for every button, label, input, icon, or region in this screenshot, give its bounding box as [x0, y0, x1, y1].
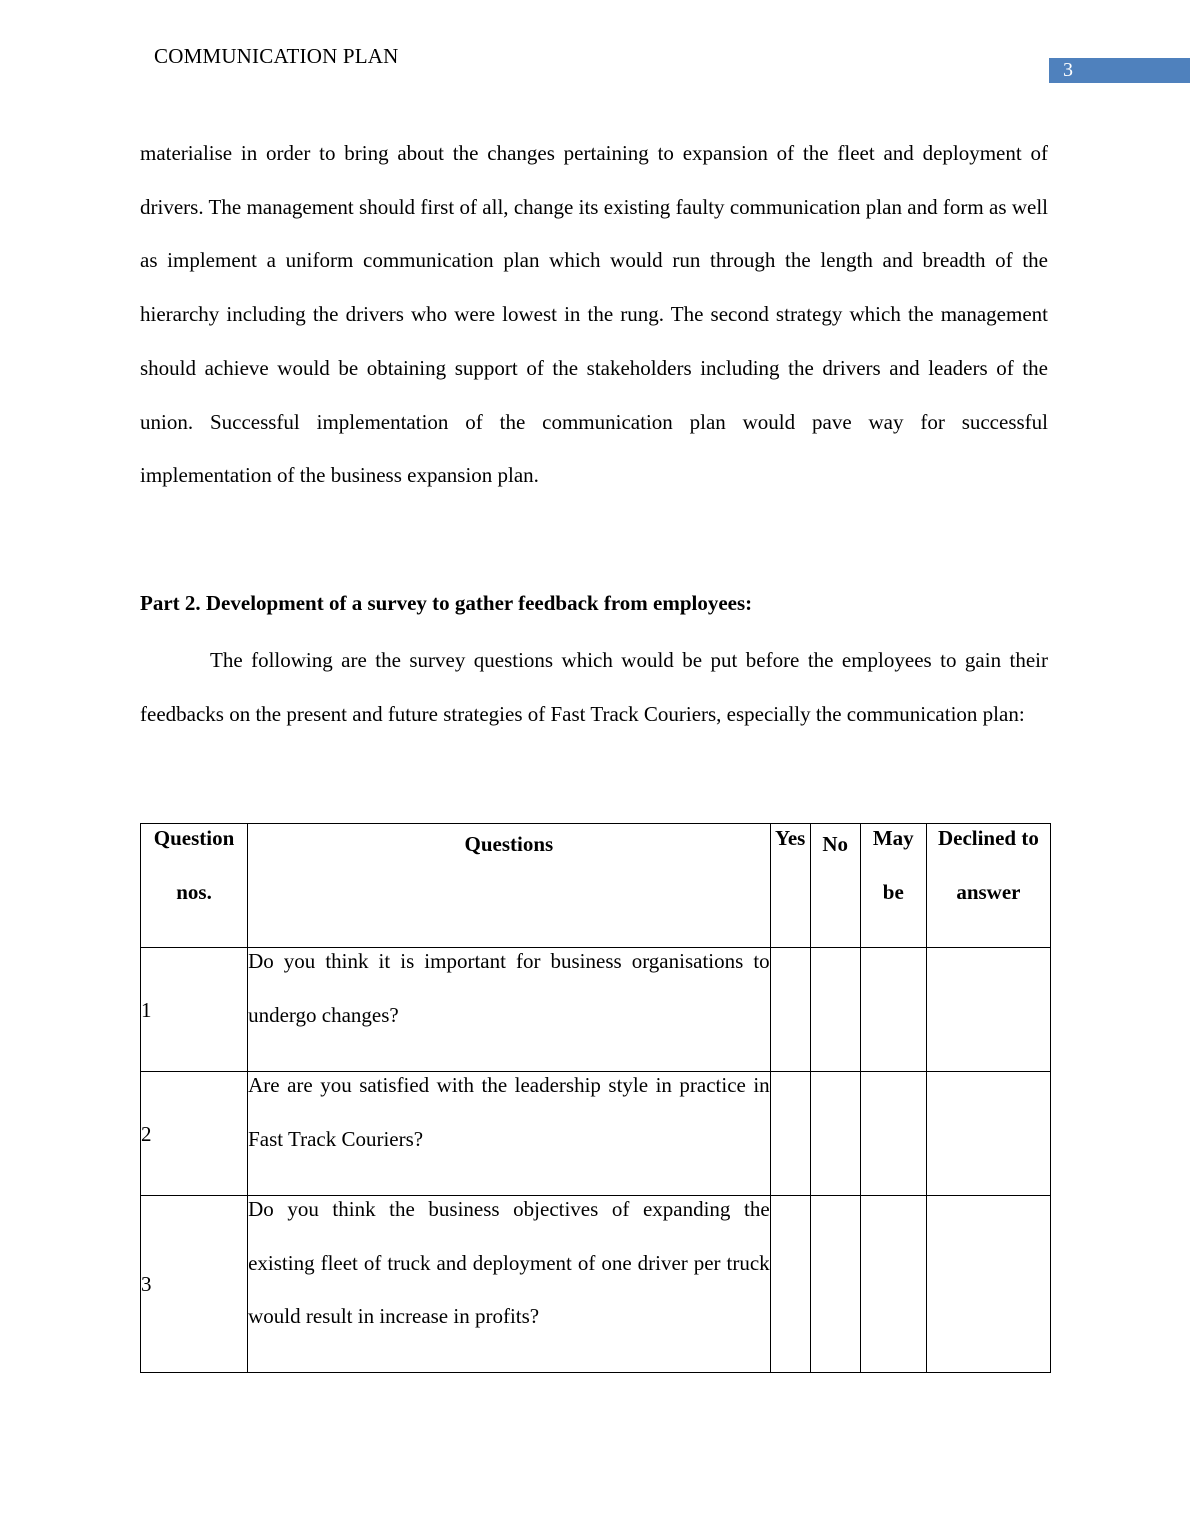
question-number-cell: 2 [141, 1072, 248, 1196]
answer-yes-cell[interactable] [770, 1196, 810, 1373]
answer-yes-cell[interactable] [770, 1072, 810, 1196]
header-yes: Yes [770, 824, 810, 948]
question-text-cell: Are are you satisfied with the leadership style in practice in Fast Track Couriers? [248, 1072, 771, 1196]
answer-maybe-cell[interactable] [860, 1072, 926, 1196]
header-questions: Questions [248, 824, 771, 948]
body-paragraph-1: materialise in order to bring about the changes pertaining to expansion of the fleet and deployment of drivers. The management should first of all, change its existing faulty communication plan and form as well as implement a uniform communication plan which would run through the length and breadth of the hierarchy including the drivers who were lowest in the rung. The second strategy which the management should achieve would be obtaining support of the stakeholders including the drivers and leaders of the union. Successful implementation of the communication plan would pave way for successful implementation of the business expansion plan. [140, 141, 1048, 488]
answer-no-cell[interactable] [810, 1072, 860, 1196]
answer-maybe-cell[interactable] [860, 1196, 926, 1373]
body-paragraph-2: The following are the survey questions which would be put before the employees to gain their feedbacks on the present and future strategies of Fast Track Couriers, especially the communication plan: [140, 648, 1048, 726]
header-maybe: May be [860, 824, 926, 948]
header-no: No [810, 824, 860, 948]
page-number-bar [1049, 58, 1190, 83]
answer-declined-cell[interactable] [926, 948, 1050, 1072]
running-header-title: COMMUNICATION PLAN [154, 44, 399, 68]
answer-no-cell[interactable] [810, 1196, 860, 1373]
question-text-cell: Do you think it is important for business organisations to undergo changes? [248, 948, 771, 1072]
table-row [141, 1072, 1051, 1196]
section-heading: Part 2. Development of a survey to gather feedback from employees: [140, 591, 753, 615]
table-row [141, 1196, 1051, 1373]
question-text-cell: Do you think the business objectives of expanding the existing fleet of truck and deployment of one driver per truck would result in increase in profits? [248, 1196, 771, 1373]
page-number: 3 [1063, 59, 1073, 81]
header-question-number: Question nos. [141, 824, 248, 948]
question-number-cell: 3 [141, 1196, 248, 1373]
answer-maybe-cell[interactable] [860, 948, 926, 1072]
table-row [141, 948, 1051, 1072]
answer-declined-cell[interactable] [926, 1196, 1050, 1373]
header-declined: Declined to answer [926, 824, 1050, 948]
answer-no-cell[interactable] [810, 948, 860, 1072]
survey-table [140, 823, 1051, 1373]
answer-yes-cell[interactable] [770, 948, 810, 1072]
answer-declined-cell[interactable] [926, 1072, 1050, 1196]
question-number-cell: 1 [141, 948, 248, 1072]
table-header-row [141, 824, 1051, 948]
